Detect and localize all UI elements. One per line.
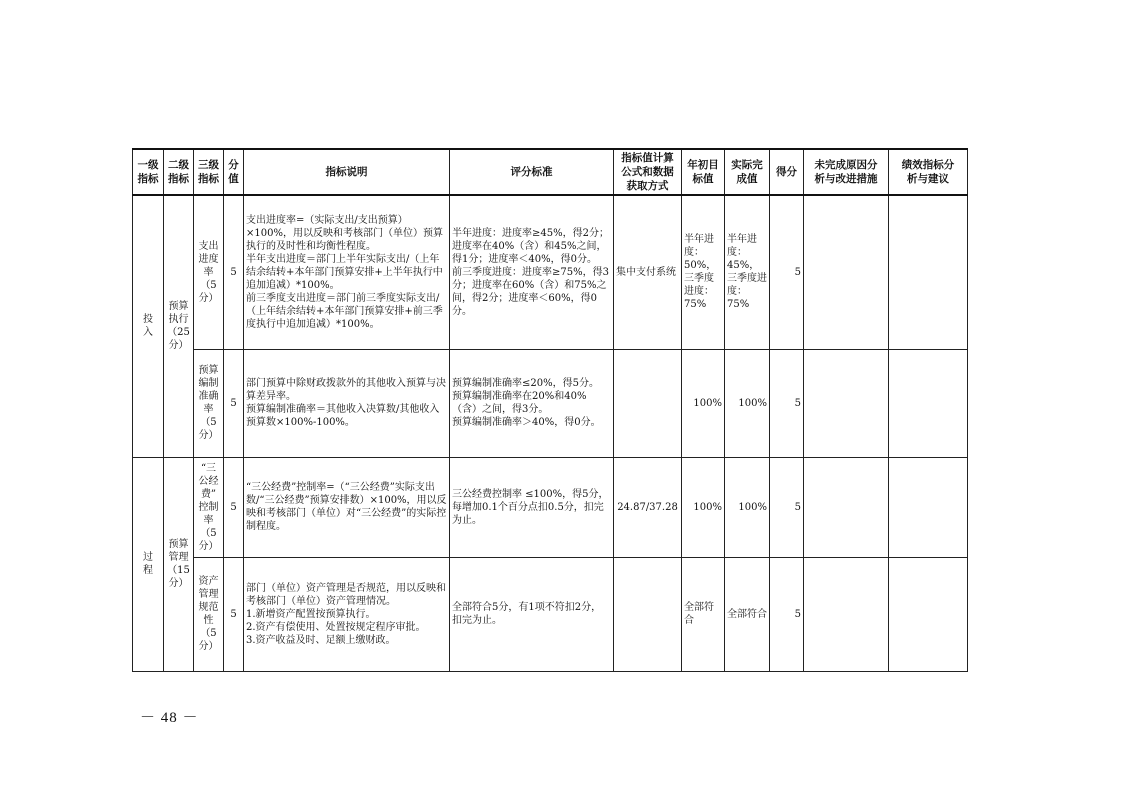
header-score: 得分 xyxy=(770,149,804,195)
suggestion-cell xyxy=(889,349,968,457)
criteria-cell: 全部符合5分，有1项不符扣2分，扣完为止。 xyxy=(450,557,614,671)
page-number: － 48 － xyxy=(140,710,199,726)
header-calc-method: 指标值计算 公式和数据 获取方式 xyxy=(614,149,682,195)
description-cell: “三公经费”控制率=（“三公经费”实际支出数/“三公经费”预算安排数）×100%，用以反映和考核部门（单位）对“三公经费”的实际控制程度。 xyxy=(244,457,450,557)
performance-indicator-table xyxy=(132,148,968,672)
suggestion-cell xyxy=(889,195,968,349)
actual-cell: 100% xyxy=(725,349,770,457)
header-level1: 一级 指标 xyxy=(133,149,164,195)
actual-cell: 半年进度： 45%， 三季度进度： 75% xyxy=(725,195,770,349)
description-cell: 部门预算中除财政拨款外的其他收入预算与决算差异率。 预算编制准确率＝其他收入决算数/其他收入预算数×100%-100%。 xyxy=(244,349,450,457)
level3-cell: 预算 编制 准确 率 （5 分） xyxy=(194,349,224,457)
actual-cell: 100% xyxy=(725,457,770,557)
suggestion-cell xyxy=(889,557,968,671)
table-row xyxy=(133,195,968,349)
reason-cell xyxy=(804,195,889,349)
level1-cell: 投 入 xyxy=(133,195,164,457)
target-cell: 半年进度： 50%， 三季度进度： 75% xyxy=(682,195,725,349)
target-cell: 全部符合 xyxy=(682,557,725,671)
reason-cell xyxy=(804,557,889,671)
calc-method-cell: 集中支付系统 xyxy=(614,195,682,349)
criteria-cell: 预算编制准确率≤20%，得5分。 预算编制准确率在20%和40%（含）之间，得3分。 预算编制准确率＞40%，得0分。 xyxy=(450,349,614,457)
criteria-cell: 半年进度：进度率≥45%，得2分；进度率在40%（含）和45%之间，得1分；进度率＜40%，得0分。 前三季度进度：进度率≥75%，得3分；进度率在60%（含）和75%之间，得2分；进度率＜60%，得0分。 xyxy=(450,195,614,349)
score-value-cell: 5 xyxy=(224,195,244,349)
table-row xyxy=(133,557,968,671)
header-level3: 三级 指标 xyxy=(194,149,224,195)
reason-cell xyxy=(804,349,889,457)
actual-cell: 全部符合 xyxy=(725,557,770,671)
score-value-cell: 5 xyxy=(224,457,244,557)
reason-cell xyxy=(804,457,889,557)
score-cell: 5 xyxy=(770,457,804,557)
header-target: 年初目 标值 xyxy=(682,149,725,195)
score-value-cell: 5 xyxy=(224,349,244,457)
header-description: 指标说明 xyxy=(244,149,450,195)
level2-cell: 预算 管理 （15 分） xyxy=(164,457,194,671)
level3-cell: 资产 管理 规范 性 （5 分） xyxy=(194,557,224,671)
target-cell: 100% xyxy=(682,457,725,557)
header-suggestion: 绩效指标分 析与建议 xyxy=(889,149,968,195)
calc-method-cell xyxy=(614,557,682,671)
level1-cell: 过 程 xyxy=(133,457,164,671)
score-cell: 5 xyxy=(770,557,804,671)
table-row xyxy=(133,457,968,557)
level3-cell: “三 公经 费” 控制 率 （5 分） xyxy=(194,457,224,557)
score-value-cell: 5 xyxy=(224,557,244,671)
criteria-cell: 三公经费控制率 ≤100%，得5分，每增加0.1个百分点扣0.5分，扣完为止。 xyxy=(450,457,614,557)
header-actual: 实际完 成值 xyxy=(725,149,770,195)
level3-cell: 支出 进度 率 （5 分） xyxy=(194,195,224,349)
target-cell: 100% xyxy=(682,349,725,457)
table-header-row xyxy=(133,149,968,195)
header-score-value: 分 值 xyxy=(224,149,244,195)
calc-method-cell: 24.87/37.28 xyxy=(614,457,682,557)
calc-method-cell xyxy=(614,349,682,457)
suggestion-cell xyxy=(889,457,968,557)
header-level2: 二级 指标 xyxy=(164,149,194,195)
score-cell: 5 xyxy=(770,195,804,349)
level2-cell: 预算 执行 （25 分） xyxy=(164,195,194,457)
header-criteria: 评分标准 xyxy=(450,149,614,195)
header-reason: 未完成原因分 析与改进措施 xyxy=(804,149,889,195)
score-cell: 5 xyxy=(770,349,804,457)
description-cell: 部门（单位）资产管理是否规范，用以反映和考核部门（单位）资产管理情况。 1.新增资产配置按预算执行。 2.资产有偿使用、处置按规定程序审批。 3.资产收益及时、足额上缴财政。 xyxy=(244,557,450,671)
table-row xyxy=(133,349,968,457)
description-cell: 支出进度率=（实际支出/支出预算）×100%，用以反映和考核部门（单位）预算执行的及时性和均衡性程度。 半年支出进度＝部门上半年实际支出/（上年结余结转+本年部门预算安排+上半年执行中追加追减）*100%。 前三季度支出进度＝部门前三季度实际支出/（上年结余结转+本年部门预算安排+前三季度执行中追加追减）*100%。 xyxy=(244,195,450,349)
